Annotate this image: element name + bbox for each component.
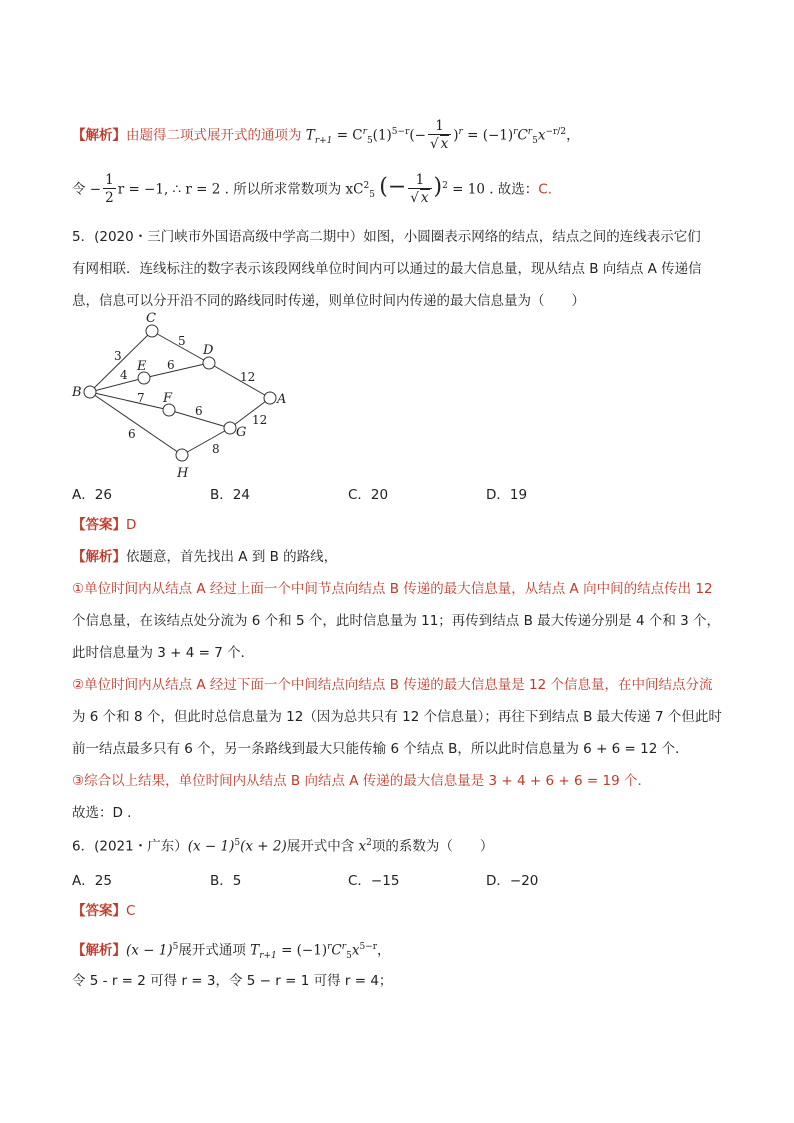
analysis-tag: 【解析】 bbox=[72, 549, 126, 565]
label-E: E bbox=[137, 359, 147, 374]
q5-analysis-p1-line-2: 个信息量，在该结点处分流为 6 个和 5 个，此时信息量为 11；再传到结点 B 最大传递分别是 4 个和 3 个， bbox=[72, 613, 720, 629]
node-H bbox=[176, 449, 188, 461]
label-H: H bbox=[177, 466, 189, 481]
label-B: B bbox=[72, 385, 82, 400]
q5-analysis-p1-line-1: ①单位时间内从结点 A 经过上面一个中间节点向结点 B 传递的最大信息量，从结点 A 向中间的结点传出 12 bbox=[72, 581, 713, 597]
prev-solution-line-1: 【解析】由题得二项式展开式的通项为 $T_{r+1} = C^r_5(1)^{5-r}(-$ $\frac{1}{√ x}$ )$^r = (-1)^rC^r_5x^{-r/2}$， bbox=[72, 118, 580, 152]
q5-conclusion: 故选：D . bbox=[72, 805, 132, 821]
label-D: D bbox=[203, 343, 214, 358]
fraction-half: $\frac{1}{2}$ bbox=[105, 172, 114, 206]
edge-BE bbox=[90, 378, 144, 392]
weight-ED: 6 bbox=[167, 358, 175, 372]
q6-option-a[interactable]: A．25 bbox=[72, 873, 112, 889]
node-B bbox=[84, 386, 96, 398]
q6-option-b[interactable]: B．5 bbox=[210, 873, 242, 889]
q6-analysis: 【解析】$(x - 1)^5$展开式通项 $T_{r+1} = (-1)^rC^r_5x^{5-r}$， bbox=[72, 942, 391, 962]
weight-BH: 6 bbox=[128, 427, 136, 441]
q5-option-c[interactable]: C．20 bbox=[348, 487, 389, 503]
q5-analysis-p2-line-2: 为 6 个和 8 个，但此时总信息量为 12（因为总共只有 12 个信息量）；再往下到结点 B 最大传递 7 个但此时 bbox=[72, 709, 722, 725]
q5-analysis-intro: 【解析】依题意，首先找出 A 到 B 的路线， bbox=[72, 549, 338, 565]
q5-option-b[interactable]: B．24 bbox=[210, 487, 250, 503]
node-A bbox=[264, 392, 276, 404]
analysis-text: 由题得二项式展开式的通项为 bbox=[126, 127, 302, 144]
weight-GA: 12 bbox=[252, 413, 268, 427]
node-D bbox=[203, 357, 215, 369]
q6-answer bbox=[72, 900, 135, 922]
q5-stem-line-1: 5．(2020・三门峡市外国语高级中学高二期中）如图，小圆圈表示网络的结点，结点之间的连线表示它们 bbox=[72, 229, 701, 245]
prev-solution-line-2: 令 − $\frac{1}{2}$ r = −1, ∴ r = 2 . 所以所求常数项为 $xC^2_5$ (− $\frac{1}{√ x}$ )$^2$ = 10 . 故选：C. bbox=[72, 172, 552, 206]
fraction-1-over-sqrt-x: $\frac{1}{√ x}$ bbox=[428, 118, 451, 153]
edge-BF bbox=[90, 392, 169, 410]
label-A: A bbox=[277, 392, 287, 407]
fraction-1-over-sqrt-x-2: $\frac{1}{√ x}$ bbox=[408, 172, 431, 207]
weight-BF: 7 bbox=[137, 391, 145, 405]
q5-answer bbox=[72, 514, 136, 536]
weight-BC: 3 bbox=[114, 349, 122, 363]
answer-tag: 【答案】 bbox=[72, 517, 126, 533]
label-C: C bbox=[146, 311, 156, 326]
q5-option-d[interactable]: D．19 bbox=[486, 487, 528, 503]
q6-options bbox=[72, 870, 722, 892]
weight-FG: 6 bbox=[195, 404, 203, 418]
q6-option-c[interactable]: C．−15 bbox=[348, 873, 400, 889]
q5-options bbox=[72, 484, 722, 506]
weight-CD: 5 bbox=[178, 334, 186, 348]
answer-value: C bbox=[126, 903, 136, 919]
weight-DA: 12 bbox=[240, 370, 256, 384]
edge-ED bbox=[144, 363, 209, 378]
answer-value: D bbox=[126, 517, 137, 533]
q6-stem: 6．(2021・广东）$(x - 1)^5(x + 2)$展开式中含 $x^2$项的系数为（ ） bbox=[72, 838, 494, 855]
analysis-tag: 【解析】 bbox=[72, 127, 126, 144]
q5-analysis-p2-line-3: 前一结点最多只有 6 个，另一条路线到最大只能传输 6 个结点 B，所以此时信息量为 6 + 6 = 12 个． bbox=[72, 741, 689, 757]
q6-option-d[interactable]: D．−20 bbox=[486, 873, 539, 889]
term-T: T bbox=[305, 127, 315, 144]
label-G: G bbox=[236, 425, 247, 440]
edge-HG bbox=[182, 428, 230, 455]
answer-tag: 【答案】 bbox=[72, 903, 126, 919]
q5-stem-line-2: 有网相联．连线标注的数字表示该段网线单位时间内可以通过的最大信息量，现从结点 B 向结点 A 传递信 bbox=[72, 261, 702, 277]
q6-analysis-last-line: 令 5 - r = 2 可得 r = 3，令 5 − r = 1 可得 r = 4； bbox=[72, 973, 393, 989]
q5-option-a[interactable]: A．26 bbox=[72, 487, 112, 503]
network-diagram bbox=[60, 305, 300, 485]
weight-BE: 4 bbox=[120, 368, 128, 382]
q5-analysis-p3: ③综合以上结果，单位时间内从结点 B 向结点 A 传递的最大信息量是 3 + 4 + 6 + 6 = 19 个． bbox=[72, 773, 651, 789]
node-G bbox=[224, 422, 236, 434]
weight-HG: 8 bbox=[212, 442, 220, 456]
q5-stem-line-3: 息，信息可以分开沿不同的路线同时传递，则单位时间内传递的最大信息量为（ ） bbox=[72, 293, 585, 309]
analysis-tag: 【解析】 bbox=[72, 942, 126, 959]
chosen-answer: C. bbox=[538, 181, 552, 198]
label-F: F bbox=[163, 391, 173, 406]
node-C bbox=[146, 325, 158, 337]
q5-analysis-p1-line-3: 此时信息量为 3 + 4 = 7 个． bbox=[72, 645, 255, 661]
q5-analysis-p2-line-1: ②单位时间内从结点 A 经过下面一个中间结点向结点 B 传递的最大信息量是 12 个信息量，在中间结点分流 bbox=[72, 677, 713, 693]
